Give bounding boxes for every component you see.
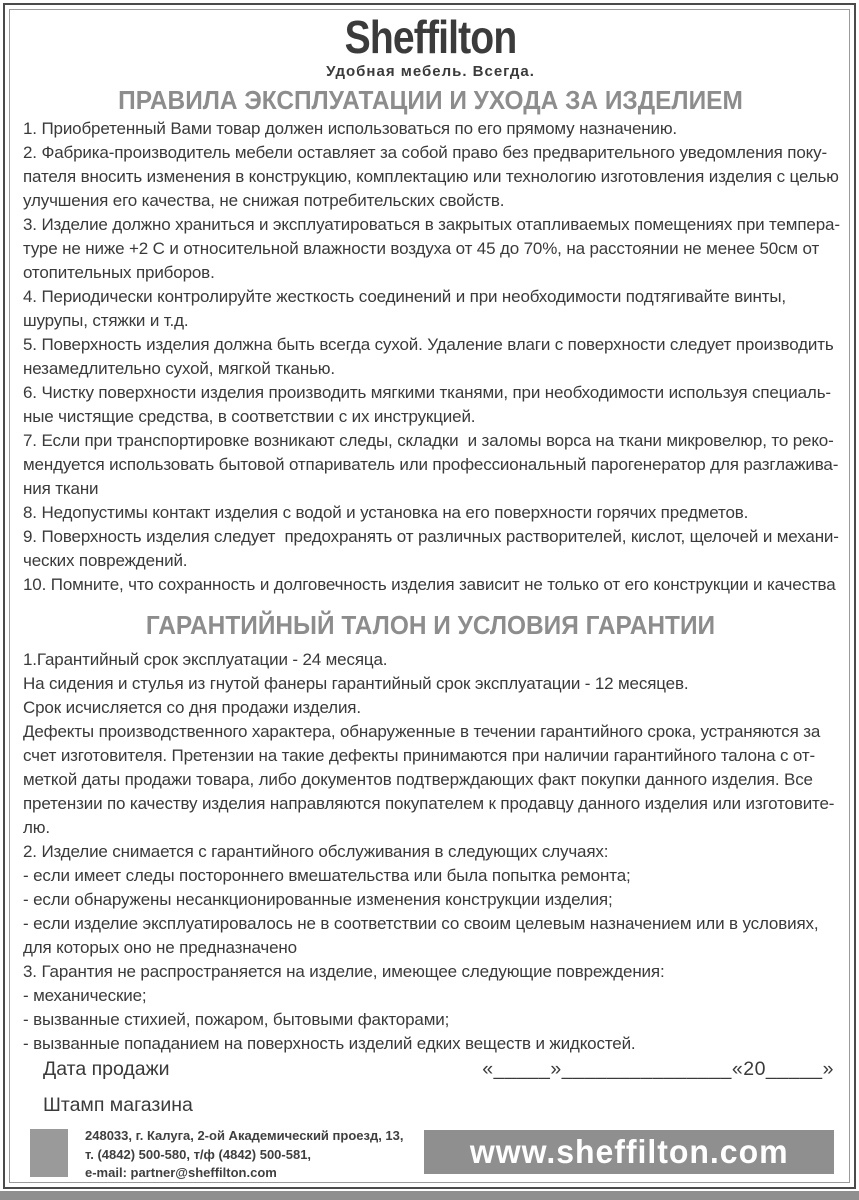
contact-address-block xyxy=(85,1127,404,1183)
text-line: т. (4842) 500-580, т/ф (4842) 500-581, xyxy=(85,1146,312,1162)
text-line: отопительных приборов. xyxy=(23,263,215,282)
text-line: ния ткани xyxy=(23,479,99,498)
text-line: На сидения и стулья из гнутой фанеры гарантийный срок эксплуатации - 12 месяцев. xyxy=(23,674,689,693)
text-line: улучшения его качества, не снижая потребительских свойств. xyxy=(23,191,505,210)
text-line: 8. Недопустимы контакт изделия с водой и установка на его поверхности горячих предметов. xyxy=(23,503,749,522)
text-line: e-mail: partner@sheffilton.com xyxy=(85,1165,277,1180)
text-line: 4. Периодически контролируйте жесткость соединений и при необходимости подтягивайте винты, xyxy=(23,287,787,306)
text-line: для которых оно не предназначено xyxy=(23,938,297,957)
website-url: www.sheffilton.com xyxy=(469,1133,789,1170)
text-line: пателя вносить изменения в конструкцию, комплектацию или технологию изготовления изделия с целью xyxy=(23,167,839,186)
brand-tagline: Удобная мебель. Всегда. xyxy=(326,63,535,80)
text-line: - механические; xyxy=(23,986,147,1005)
sale-date-label: Дата продажи xyxy=(43,1058,170,1080)
store-stamp-label: Штамп магазина xyxy=(43,1094,193,1116)
rules-section-title: ПРАВИЛА ЭКСПЛУАТАЦИИ И УХОДА ЗА ИЗДЕЛИЕМ xyxy=(118,85,743,115)
text-line: меткой даты продажи товара, либо документов подтверждающих факт покупки данного изделия. Все xyxy=(23,770,813,789)
text-line: 3. Гарантия не распространяется на изделие, имеющее следующие повреждения: xyxy=(23,962,665,981)
text-line: шурупы, стяжки и т.д. xyxy=(23,311,189,330)
text-line: туре не ниже +2 С и относительной влажности воздуха от 45 до 70%, на расстоянии не менее 50см от xyxy=(23,239,820,258)
text-line: лю. xyxy=(23,818,50,837)
bottom-accent-bar xyxy=(0,1191,859,1200)
text-line: - вызванные стихией, пожаром, бытовыми факторами; xyxy=(23,1010,450,1029)
text-line: - если имеет следы постороннего вмешательства или была попытка ремонта; xyxy=(23,866,631,885)
text-line: ные чистящие средства, в соответствии с их инструкцией. xyxy=(23,407,476,426)
text-line: 2. Фабрика-производитель мебели оставляет за собой право без предварительного уведомления поку- xyxy=(23,143,828,162)
sale-date-row xyxy=(23,1058,838,1084)
text-line: 3. Изделие должно храниться и эксплуатироваться в закрытых отапливаемых помещениях при темпера- xyxy=(23,215,840,234)
document-content xyxy=(23,0,838,1200)
text-line: 1.Гарантийный срок эксплуатации - 24 месяца. xyxy=(23,650,388,669)
text-line: - если обнаружены несанкционированные изменения конструкции изделия; xyxy=(23,890,613,909)
text-line: 5. Поверхность изделия должна быть всегда сухой. Удаление влаги с поверхности следует производить xyxy=(23,335,834,354)
text-line: 1. Приобретенный Вами товар должен использоваться по его прямому назначению. xyxy=(23,119,678,138)
text-line: Срок исчисляется со дня продажи изделия. xyxy=(23,698,361,717)
text-line: 10. Помните, что сохранность и долговечность изделия зависит не только от его конструкции и качества xyxy=(23,575,836,594)
text-line: 2. Изделие снимается с гарантийного обслуживания в следующих случаях: xyxy=(23,842,609,861)
text-line: - вызванные попаданием на поверхность изделий едких веществ и жидкостей. xyxy=(23,1034,636,1053)
text-line: Дефекты производственного характера, обнаруженные в течении гарантийного срока, устраняются за xyxy=(23,722,821,741)
text-line: 248033, г. Калуга, 2-ой Академический проезд, 13, xyxy=(85,1128,404,1143)
website-banner xyxy=(424,1130,834,1174)
rules-text-block xyxy=(23,117,838,597)
sale-date-blank-fields: «_____»_______________«20_____» xyxy=(482,1058,834,1080)
text-line: - если изделие эксплуатировалось не в соответствии со своим целевым назначением или в условиях, xyxy=(23,914,819,933)
text-line: счет изготовителя. Претензии на такие дефекты принимаются при наличии гарантийного талона с от- xyxy=(23,746,815,765)
text-line: претензии по качеству изделия направляются покупателем к продавцу данного изделия или изготовите- xyxy=(23,794,835,813)
text-line: 6. Чистку поверхности изделия производить мягкими тканями, при необходимости используя специаль- xyxy=(23,383,831,402)
brand-logo xyxy=(23,12,838,80)
warranty-text-block xyxy=(23,648,838,1056)
stamp-placeholder-box xyxy=(30,1129,68,1177)
warranty-section-title: ГАРАНТИЙНЫЙ ТАЛОН И УСЛОВИЯ ГАРАНТИИ xyxy=(145,610,716,640)
text-line: 9. Поверхность изделия следует предохранять от различных растворителей, кислот, щелочей и механи- xyxy=(23,527,839,546)
text-line: ческих повреждений. xyxy=(23,551,188,570)
text-line: незамедлительно сухой, мягкой тканью. xyxy=(23,359,335,378)
brand-logo-text: Sheffilton xyxy=(344,11,517,63)
text-line: мендуется использовать бытовой отпариватель или профессиональный парогенератор для разглажива- xyxy=(23,455,839,474)
text-line: 7. Если при транспортировке возникают следы, складки и заломы ворса на ткани микровелюр, то реко- xyxy=(23,431,834,450)
